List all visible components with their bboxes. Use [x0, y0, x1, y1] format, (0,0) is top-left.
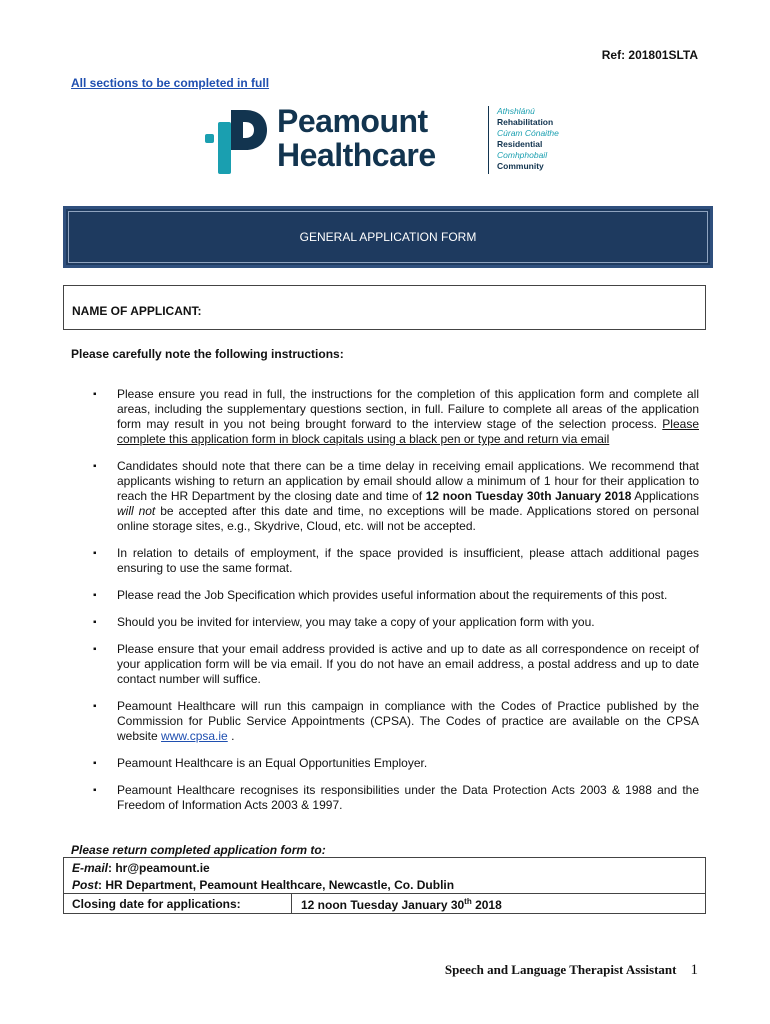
list-item: ▪ Peamount Healthcare recognises its responsibilities under the Data Protection Acts 2003 & 1988 and the Freedom of Information Acts 2003 & 1997. — [93, 783, 699, 813]
closing-date-text: 12 noon Tuesday 30th January 2018 — [425, 489, 632, 503]
logo-tag: Rehabilitation — [497, 117, 554, 127]
contact-box — [63, 857, 706, 914]
page-number: 1 — [690, 962, 698, 978]
form-title-banner — [63, 206, 713, 268]
logo-tag: Athshlánú — [497, 106, 535, 116]
applicant-name-field[interactable] — [63, 285, 706, 330]
logo-tag: Comhphobail — [497, 150, 548, 160]
logo-tag: Residential — [497, 139, 543, 149]
email-row: E-mail: hr@peamount.ie — [72, 861, 210, 875]
list-item: ▪ Should you be invited for interview, you may take a copy of your application form with you. — [93, 615, 699, 630]
list-item: ▪ Peamount Healthcare is an Equal Opportunities Employer. — [93, 756, 699, 771]
list-item: ▪ Please ensure that your email address provided is active and up to date as all correspondence on receipt of your application form will be via email. If you do not have an email address, a postal address and up to date contact number will suffice. — [93, 642, 699, 687]
form-title: GENERAL APPLICATION FORM — [299, 230, 477, 244]
post-row: Post: HR Department, Peamount Healthcare, Newcastle, Co. Dublin — [72, 878, 455, 892]
logo-divider — [488, 106, 489, 174]
list-item: ▪ Please ensure you read in full, the instructions for the completion of this application form and complete all areas, including the supplementary questions section, in full. Failure to complete all areas of the application form may result in you not being brought forward to the interview stage of the selection process. Please complete this application form in block capitals using a black pen or type and return via email — [93, 387, 699, 447]
block-capitals-note: Please complete this application form in block capitals using a black pen or type and return via email — [117, 417, 699, 446]
list-item: ▪ Please read the Job Specification which provides useful information about the requirements of this post. — [93, 588, 699, 603]
closing-date-value: 12 noon Tuesday January 30th 2018 — [301, 897, 502, 912]
peamount-logo-icon — [205, 108, 269, 174]
peamount-logo — [205, 102, 565, 180]
list-item: ▪ Peamount Healthcare will run this campaign in compliance with the Codes of Practice published by the Commission for Public Service Appointments (CPSA). The Codes of practice are available on the CPSA website www.cpsa.ie . — [93, 699, 699, 744]
cpsa-link[interactable]: www.cpsa.ie — [161, 729, 228, 743]
closing-divider — [64, 893, 705, 894]
all-sections-note: All sections to be completed in full — [71, 76, 270, 90]
logo-tag: Community — [497, 161, 544, 171]
closing-column-divider — [291, 893, 292, 914]
list-item: ▪ In relation to details of employment, if the space provided is insufficient, please attach additional pages ensuring to use the same format. — [93, 546, 699, 576]
applicant-name-label: NAME OF APPLICANT: — [72, 304, 202, 318]
return-heading: Please return completed application form to: — [71, 843, 326, 857]
reference-number: Ref: 201801SLTA — [601, 48, 698, 62]
instructions-heading: Please carefully note the following instructions: — [71, 347, 344, 361]
footer-title: Speech and Language Therapist Assistant — [444, 962, 677, 977]
list-item: ▪ Candidates should note that there can be a time delay in receiving email applications. We recommend that applicants wishing to return an application by email should allow a minimum of 1 hour for their application to reach the HR Department by the closing date and time of 12 noon Tuesday 30th January 2018 Applications will not be accepted after this date and time, no exceptions will be made. Applications stored on personal online storage sites, e.g., Skydrive, Cloud, etc. will not be accepted. — [93, 459, 699, 534]
email-address: : hr@peamount.ie — [108, 861, 210, 875]
logo-word-peamount: Peamount — [277, 103, 428, 139]
logo-word-healthcare: Healthcare — [277, 137, 436, 173]
postal-address: : HR Department, Peamount Healthcare, Newcastle, Co. Dublin — [98, 878, 455, 892]
logo-tag: Cúram Cónaithe — [497, 128, 559, 138]
page-footer — [445, 962, 698, 979]
closing-date-label: Closing date for applications: — [72, 897, 241, 911]
instructions-list — [93, 387, 699, 825]
